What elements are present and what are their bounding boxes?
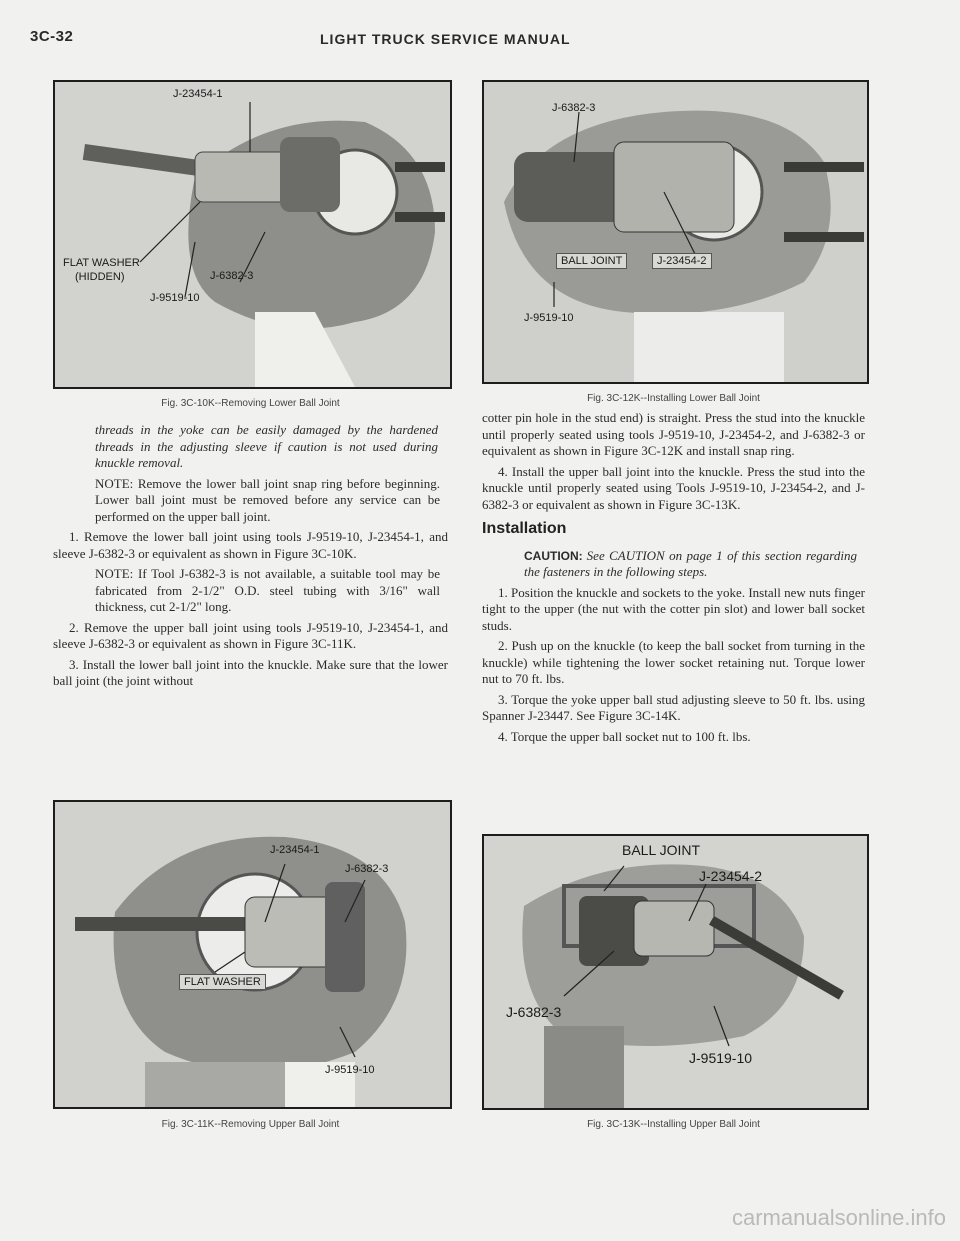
callout-label: J-23454-1 [173,88,223,100]
figure-caption: Fig. 3C-11K--Removing Upper Ball Joint [161,1119,340,1130]
section-heading: Installation [482,520,567,537]
step-paragraph: 3. Torque the yoke upper ball stud adjusting sleeve to 50 ft. lbs. using Spanner J-23447. See Figure 3C-14K. [482,691,865,723]
callout-label: BALL JOINT [556,253,627,269]
ball-joint-press-illustration [484,836,867,1108]
callout-label: J-6382-3 [506,1004,562,1020]
step-paragraph: 3. Install the lower ball joint into the knuckle. Make sure that the lower ball joint (the joint without [53,656,448,688]
figure-caption: Fig. 3C-13K--Installing Upper Ball Joint [587,1119,760,1130]
callout-label: FLAT WASHER [179,974,266,990]
figure-3c-11k [53,800,452,1109]
figure-caption: Fig. 3C-10K--Removing Lower Ball Joint [161,398,340,409]
figure-3c-12k [482,80,869,384]
callout-label: J-9519-10 [325,1064,375,1076]
caution-text: See CAUTION on page 1 of this section regarding the fasteners in the following steps. [524,547,857,579]
callout-label: J-23454-2 [652,253,712,269]
page-title: LIGHT TRUCK SERVICE MANUAL [320,31,571,47]
step-paragraph: 2. Remove the upper ball joint using tools J-9519-10, J-23454-1, and sleeve J-6382-3 or equivalent as shown in Figure 3C-11K. [53,619,448,651]
callout-label: J-6382-3 [210,270,254,282]
caution-paragraph [482,548,865,581]
ball-joint-press-illustration [484,82,867,382]
caution-continued: threads in the yoke can be easily damaged by the hardened threads in the adjusting sleeve if caution is not used during knuckle removal. [95,422,438,470]
callout-label: J-6382-3 [345,863,389,875]
step-paragraph: 1. Position the knuckle and sockets to the yoke. Install new nuts finger tight to the upper (the nut with the cotter pin slot) and lower ball socket studs. [482,584,865,633]
callout-label: (HIDDEN) [75,271,125,283]
callout-label: J-23454-1 [270,844,320,856]
watermark-text: carmanualsonline.info [731,1205,946,1230]
ball-joint-press-illustration [55,82,450,387]
figure-3c-13k [482,834,869,1110]
right-text-column [482,410,865,749]
note-paragraph: NOTE: Remove the lower ball joint snap ring before beginning. Lower ball joint must be removed before any service can be performed on the upper ball joint. [95,475,440,524]
caution-label: CAUTION: [524,548,583,563]
callout-label: FLAT WASHER [63,257,140,269]
figure-3c-10k [53,80,452,389]
callout-label: J-9519-10 [689,1050,753,1066]
step-paragraph: 4. Torque the upper ball socket nut to 100 ft. lbs. [498,728,751,744]
note-paragraph: NOTE: If Tool J-6382-3 is not available, a suitable tool may be fabricated from 2-1/2" O.D. steel tubing with 3/16" wall thickness, cut 2-1/2" long. [95,566,440,614]
callout-label: J-9519-10 [524,312,574,324]
figure-caption: Fig. 3C-12K--Installing Lower Ball Joint [587,393,760,404]
page-number: 3C-32 [30,28,74,45]
callout-label: J-9519-10 [150,292,200,304]
body-paragraph: cotter pin hole in the stud end) is straight. Press the stud into the knuckle until properly seated using tools J-9519-10, J-23454-2, and J-6382-3 or equivalent as shown in Figure 3C-12K and install snap ring. [482,410,865,458]
step-paragraph: 1. Remove the lower ball joint using tools J-9519-10, J-23454-1, and sleeve J-6382-3 or equivalent as shown in Figure 3C-10K. [53,529,448,561]
left-text-column [53,422,448,694]
callout-label: J-23454-2 [699,868,763,884]
step-paragraph: 4. Install the upper ball joint into the knuckle. Press the stud into the knuckle until properly seated using Tools J-9519-10, J-23454-2, and J-6382-3 or equivalent as shown in Figure 3C-13K. [482,463,865,512]
ball-joint-press-illustration [55,802,450,1107]
callout-label: BALL JOINT [622,842,701,858]
callout-label: J-6382-3 [552,102,596,114]
step-paragraph: 2. Push up on the knuckle (to keep the ball socket from turning in the knuckle) while tightening the lower socket retaining nut. Torque lower nut to 70 ft. lbs. [482,638,865,686]
